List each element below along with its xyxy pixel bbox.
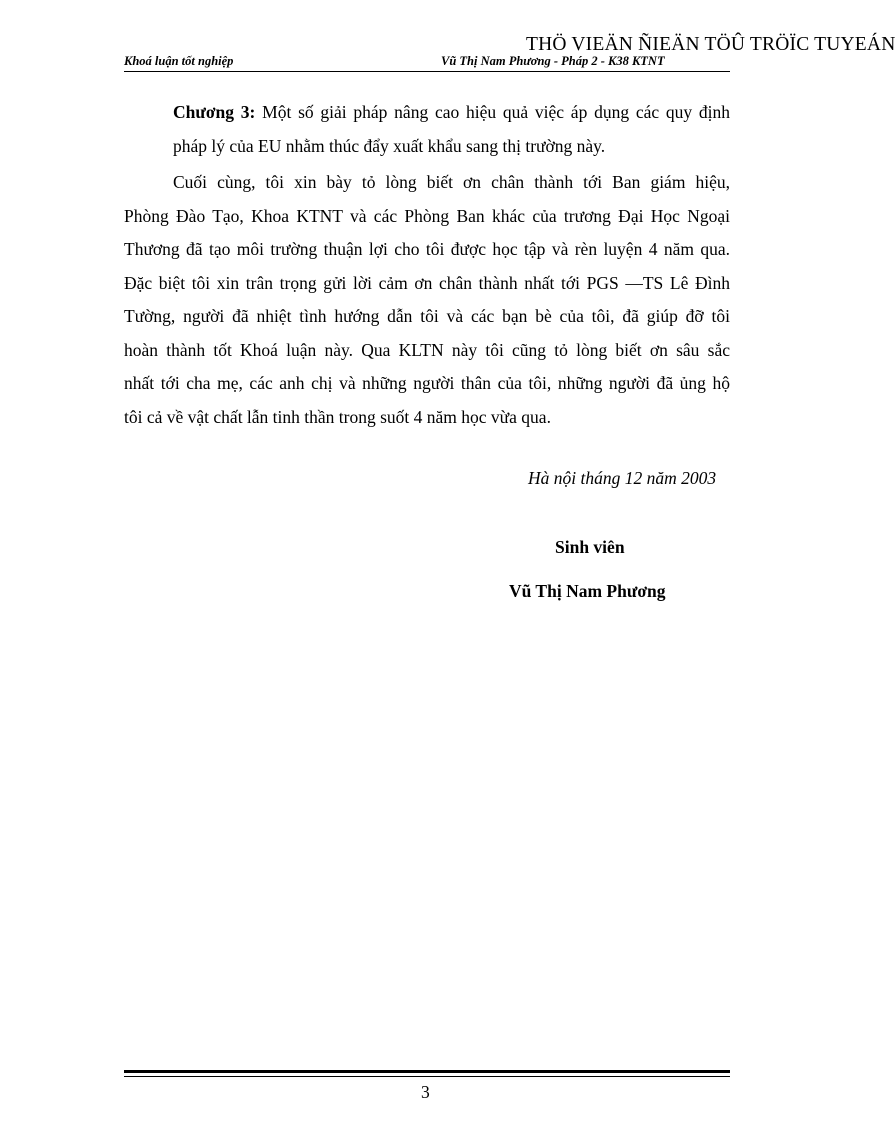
ack-line-6: hoàn thành tốt Khoá luận này. Qua KLTN này tôi cũng tỏ lòng biết ơn sâu sắc — [124, 339, 730, 360]
footer-rule-thin — [124, 1076, 730, 1077]
ack-line-3: Thương đã tạo môi trường thuận lợi cho tôi được học tập và rèn luyện 4 năm qua. — [124, 239, 730, 259]
header-right: Vũ Thị Nam Phương - Pháp 2 - K38 KTNT — [441, 54, 665, 68]
page-number: 3 — [421, 1082, 430, 1102]
signature-date: Hà nội tháng 12 năm 2003 — [528, 468, 717, 488]
chapter-3-label: Chương 3: — [173, 102, 256, 122]
ack-line-1: Cuối cùng, tôi xin bày tỏ lòng biết ơn chân thành tới Ban giám hiệu, — [173, 172, 730, 192]
signature-title: Sinh viên — [555, 537, 625, 557]
footer-rule-thick — [124, 1070, 730, 1073]
chapter-3-line-1 — [173, 96, 730, 130]
header-left: Khoá luận tốt nghiệp — [124, 54, 234, 68]
ack-line-8: tôi cả về vật chất lẫn tinh thần trong suốt 4 năm học vừa qua. — [124, 406, 551, 427]
watermark-text: THÖ VIEÄN ÑIEÄN TÖÛ TRÖÏC TUYEÁN — [526, 34, 895, 55]
chapter-3-line-2: pháp lý của EU nhằm thúc đẩy xuất khẩu sang thị trường này. — [173, 135, 606, 156]
acknowledgement-paragraph — [124, 166, 730, 434]
ack-line-4: Đặc biệt tôi xin trân trọng gửi lời cảm ơn chân thành nhất tới PGS —TS Lê Đình — [124, 272, 730, 293]
header-rule — [124, 71, 730, 72]
chapter-3-paragraph — [173, 96, 730, 163]
ack-line-7: nhất tới cha mẹ, các anh chị và những người thân của tôi, những người đã ủng hộ — [124, 373, 730, 393]
ack-line-5: Tường, người đã nhiệt tình hướng dẫn tôi và các bạn bè của tôi, đã giúp đỡ tôi — [124, 306, 730, 326]
signature-name: Vũ Thị Nam Phương — [509, 581, 666, 601]
ack-line-2: Phòng Đào Tạo, Khoa KTNT và các Phòng Ban khác của trương Đại Học Ngoại — [124, 205, 730, 226]
chapter-3-text-1: Một số giải pháp nâng cao hiệu quả việc áp dụng các quy định — [262, 102, 731, 122]
